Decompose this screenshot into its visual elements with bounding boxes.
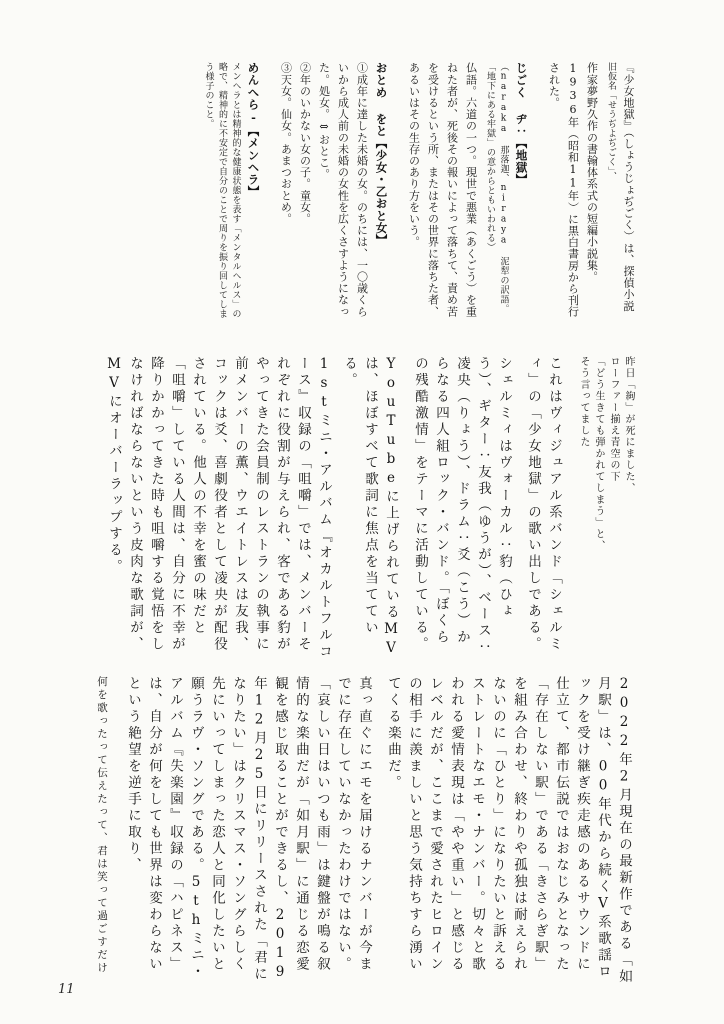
band-members-paragraph: シェルミィはヴォーカル：豹（ひょう）、ギター：友我（ゆうが）、ベース：凌央（りょう）、ドラム：爻（こう）からなる四人組ロック・バンド。「ぼくらの残酷激情」をテーマに活動している。 (412, 356, 512, 656)
lyric-line-2: ローファー揃え青空の下 (608, 356, 619, 483)
otome-definition-2: ②年のいかない女の子。童女。 (298, 62, 312, 225)
menhera-definition: メンヘラとは精神的な健康状態を表す「メンタルヘルス」の略で、精神的に不安定で自分のことで周りを振り回してしまう様子のこと。 (203, 62, 241, 319)
lyric-line-3: 「どう生きても弾かれてしまう」と、 (593, 356, 604, 552)
article-intro-paragraph: これはヴィジュアル系バンド「シェルミィ」の「少女地獄」の歌い出しである。 (525, 356, 562, 653)
jigoku-definition: 仏語。六道の一つ。現世で悪業（あくごう）を重ねた者が、死後その報いによって落ちて、責め苦を受けるという所、またはその世界に落ちた者、あるいはその生存のあり方をいう。 (407, 62, 478, 318)
otome-headword: おとめ をと【少女・乙おと女】 (374, 62, 389, 246)
novel-entry-opening: 『少女地獄』（しょうじょぢごく）は、探偵小説 (622, 62, 635, 312)
menhera-headword: めんへら‐【メンヘラ】 (246, 62, 261, 198)
emo-numbers-paragraph: 真っ直ぐにエモを届けるナンバーが今までに存在していなかったわけではない。「哀しい日はいつも雨」は鍵盤が鳴る叙情的な楽曲だが「如月駅」に通じる恋愛観を感じ取ることができるし、2019年12月25日にリリースされた「君になりたい」はクリスマス・ソングらしく先にいってしまった恋人と同化したいと願うラヴ・ソングである。5thミニ・アルバム『失楽園』収録の「ハピネス」は、自分が何をしても世界は変わらないという絶望を逆手に取り、 (125, 676, 372, 983)
jigoku-etymology-note: （naraka 那落迦、niraya 泥犁の訳語。「地下にある牢獄」の意からともいわれる） (485, 62, 509, 314)
mv-overview-paragraph: YouTubeに上げられているMVは、ほぼすべて歌詞に焦点を当てている。 (341, 356, 399, 659)
novel-entry-old-kana-note: 旧仮名「せうぢよぢごく」、 (606, 62, 616, 181)
otome-definition-3: ③天女。仙女。あまつおとめ。 (279, 62, 293, 225)
shellmy-article-section (84, 356, 636, 662)
lyric-line-1: 昨日「絢」が死にました、 (623, 356, 634, 494)
jigoku-headword: じごく ヂ：【地獄】 (514, 62, 529, 186)
soshaku-mv-paragraph: 1stミニ・アルバム『オカルトフルコース』収録の「咀嚼」では、メンバーそれぞれに役割が与えられ、客である豹がやってきた会員制のレストランの執事に前メンバーの薫、ウエイトレスは友我、コックは爻、喜劇役者として凌央が配役されている。他人の不幸を蜜の味だと「咀嚼」している人間は、自分に不幸が降りかかってきた時も咀嚼する覚悟をしなければならないという皮肉な歌詞が、MVにオーバーラップする。 (106, 356, 332, 661)
latest-single-paragraph: 2022年2月現在の最新作である「如月駅」は、00年代から続くV系歌謡ロックを受け継ぎ疾走感のあるサウンドに仕立て、都市伝説ではおなじみとなった「存在しない駅」である「きさらぎ駅」を組み合わせ、終わりや孤独は耐えられないのに「ひとり」になりたいと訴えるストレートなエモ・ナンバー。切々と歌われる愛情表現は「やや重い」と感じるレベルだが、ここまで愛されたヒロインの相手に羨ましいと思う気持ちすら湧いてくる楽曲だ。 (385, 676, 632, 986)
otome-definition-1: ①成年に達した未婚の女。のちには、一〇歳くらいから成人前の未婚の女性を広くさすようになった。処女。⇔おとこ。 (317, 62, 369, 318)
novel-entry-continuation: 作家夢野久作の書翰体系式の短編小説集。1936年（昭和11年）に黒白書房から刊行された。 (547, 62, 599, 318)
page-number: 11 (58, 982, 75, 997)
lyric-line-4: そう言ってました (578, 356, 589, 448)
dictionary-section (86, 62, 638, 326)
kisaragi-article-section (84, 676, 634, 986)
happiness-lyric-quote: 何を歌ったって伝えたって、君は笑って過ごすだけ (96, 676, 108, 975)
